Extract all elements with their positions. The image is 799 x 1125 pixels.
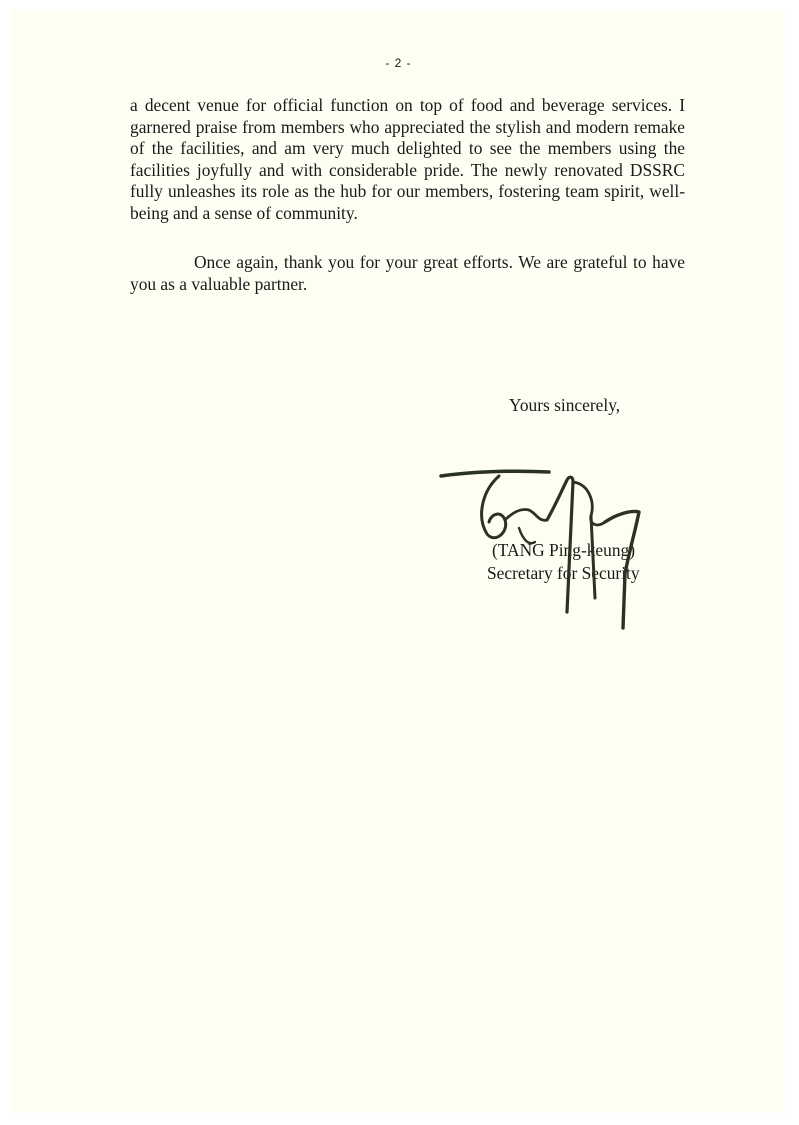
signatory-title: Secretary for Security [487,563,640,583]
body-paragraph-2: Once again, thank you for your great efforts. We are grateful to have you as a valuable partner. [130,252,685,294]
body-paragraph-1: a decent venue for official function on top of food and beverage services. I garnered praise from members who appreciated the stylish and modern remake of the facilities, and am very much delighted to see the members using the facilities joyfully and with considerable pride. The newly renovated DSSRC fully unleashes its role as the hub for our members, fostering team spirit, well-being and a sense of community. [130,95,685,223]
page-number: - 2 - [385,56,412,70]
handwritten-signature [439,462,649,634]
signatory-name: (TANG Ping-keung) [492,540,636,560]
letter-page [12,10,785,1113]
closing-salutation: Yours sincerely, [509,395,621,415]
